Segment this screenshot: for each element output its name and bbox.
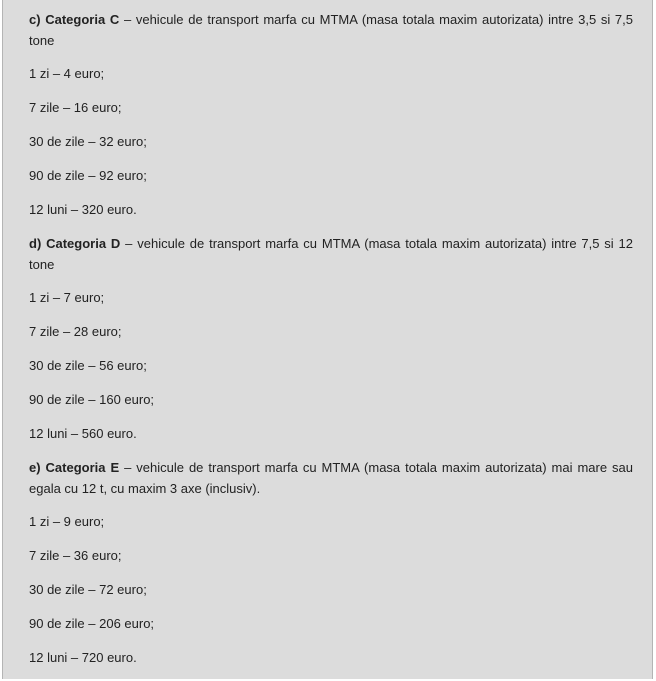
category-e-heading — [29, 457, 633, 499]
category-e-price-1-day: 1 zi – 9 euro; — [29, 514, 105, 529]
category-c-price-12-months: 12 luni – 320 euro. — [29, 202, 137, 217]
category-d-label: d) Categoria D — [29, 236, 121, 251]
category-d-heading — [29, 233, 633, 275]
category-e-price-90-days: 90 de zile – 206 euro; — [29, 616, 155, 631]
category-e-price-12-months: 12 luni – 720 euro. — [29, 650, 137, 665]
category-d-price-1-day: 1 zi – 7 euro; — [29, 290, 105, 305]
category-c-heading — [29, 9, 633, 51]
category-e-price-7-days: 7 zile – 36 euro; — [29, 548, 122, 563]
tariff-text — [29, 9, 633, 681]
category-c-description: – vehicule de transport marfa cu MTMA (masa totala maxim autorizata) intre 3,5 si 7,5 tone — [29, 12, 633, 48]
category-d-price-7-days: 7 zile – 28 euro; — [29, 324, 122, 339]
category-c-label: c) Categoria C — [29, 12, 120, 27]
category-d-price-90-days: 90 de zile – 160 euro; — [29, 392, 155, 407]
category-d-price-12-months: 12 luni – 560 euro. — [29, 426, 137, 441]
category-c-price-1-day: 1 zi – 4 euro; — [29, 66, 105, 81]
category-e-price-30-days: 30 de zile – 72 euro; — [29, 582, 147, 597]
category-e-label: e) Categoria E — [29, 460, 120, 475]
category-e-description: – vehicule de transport marfa cu MTMA (masa totala maxim autorizata) mai mare sau egala cu 12 t, cu maxim 3 axe (inclusiv). — [29, 460, 633, 496]
content-panel — [2, 0, 653, 679]
category-c-price-90-days: 90 de zile – 92 euro; — [29, 168, 147, 183]
category-d-description: – vehicule de transport marfa cu MTMA (masa totala maxim autorizata) intre 7,5 si 12 tone — [29, 236, 634, 272]
category-c-price-30-days: 30 de zile – 32 euro; — [29, 134, 147, 149]
category-c-price-7-days: 7 zile – 16 euro; — [29, 100, 122, 115]
category-d-price-30-days: 30 de zile – 56 euro; — [29, 358, 147, 373]
